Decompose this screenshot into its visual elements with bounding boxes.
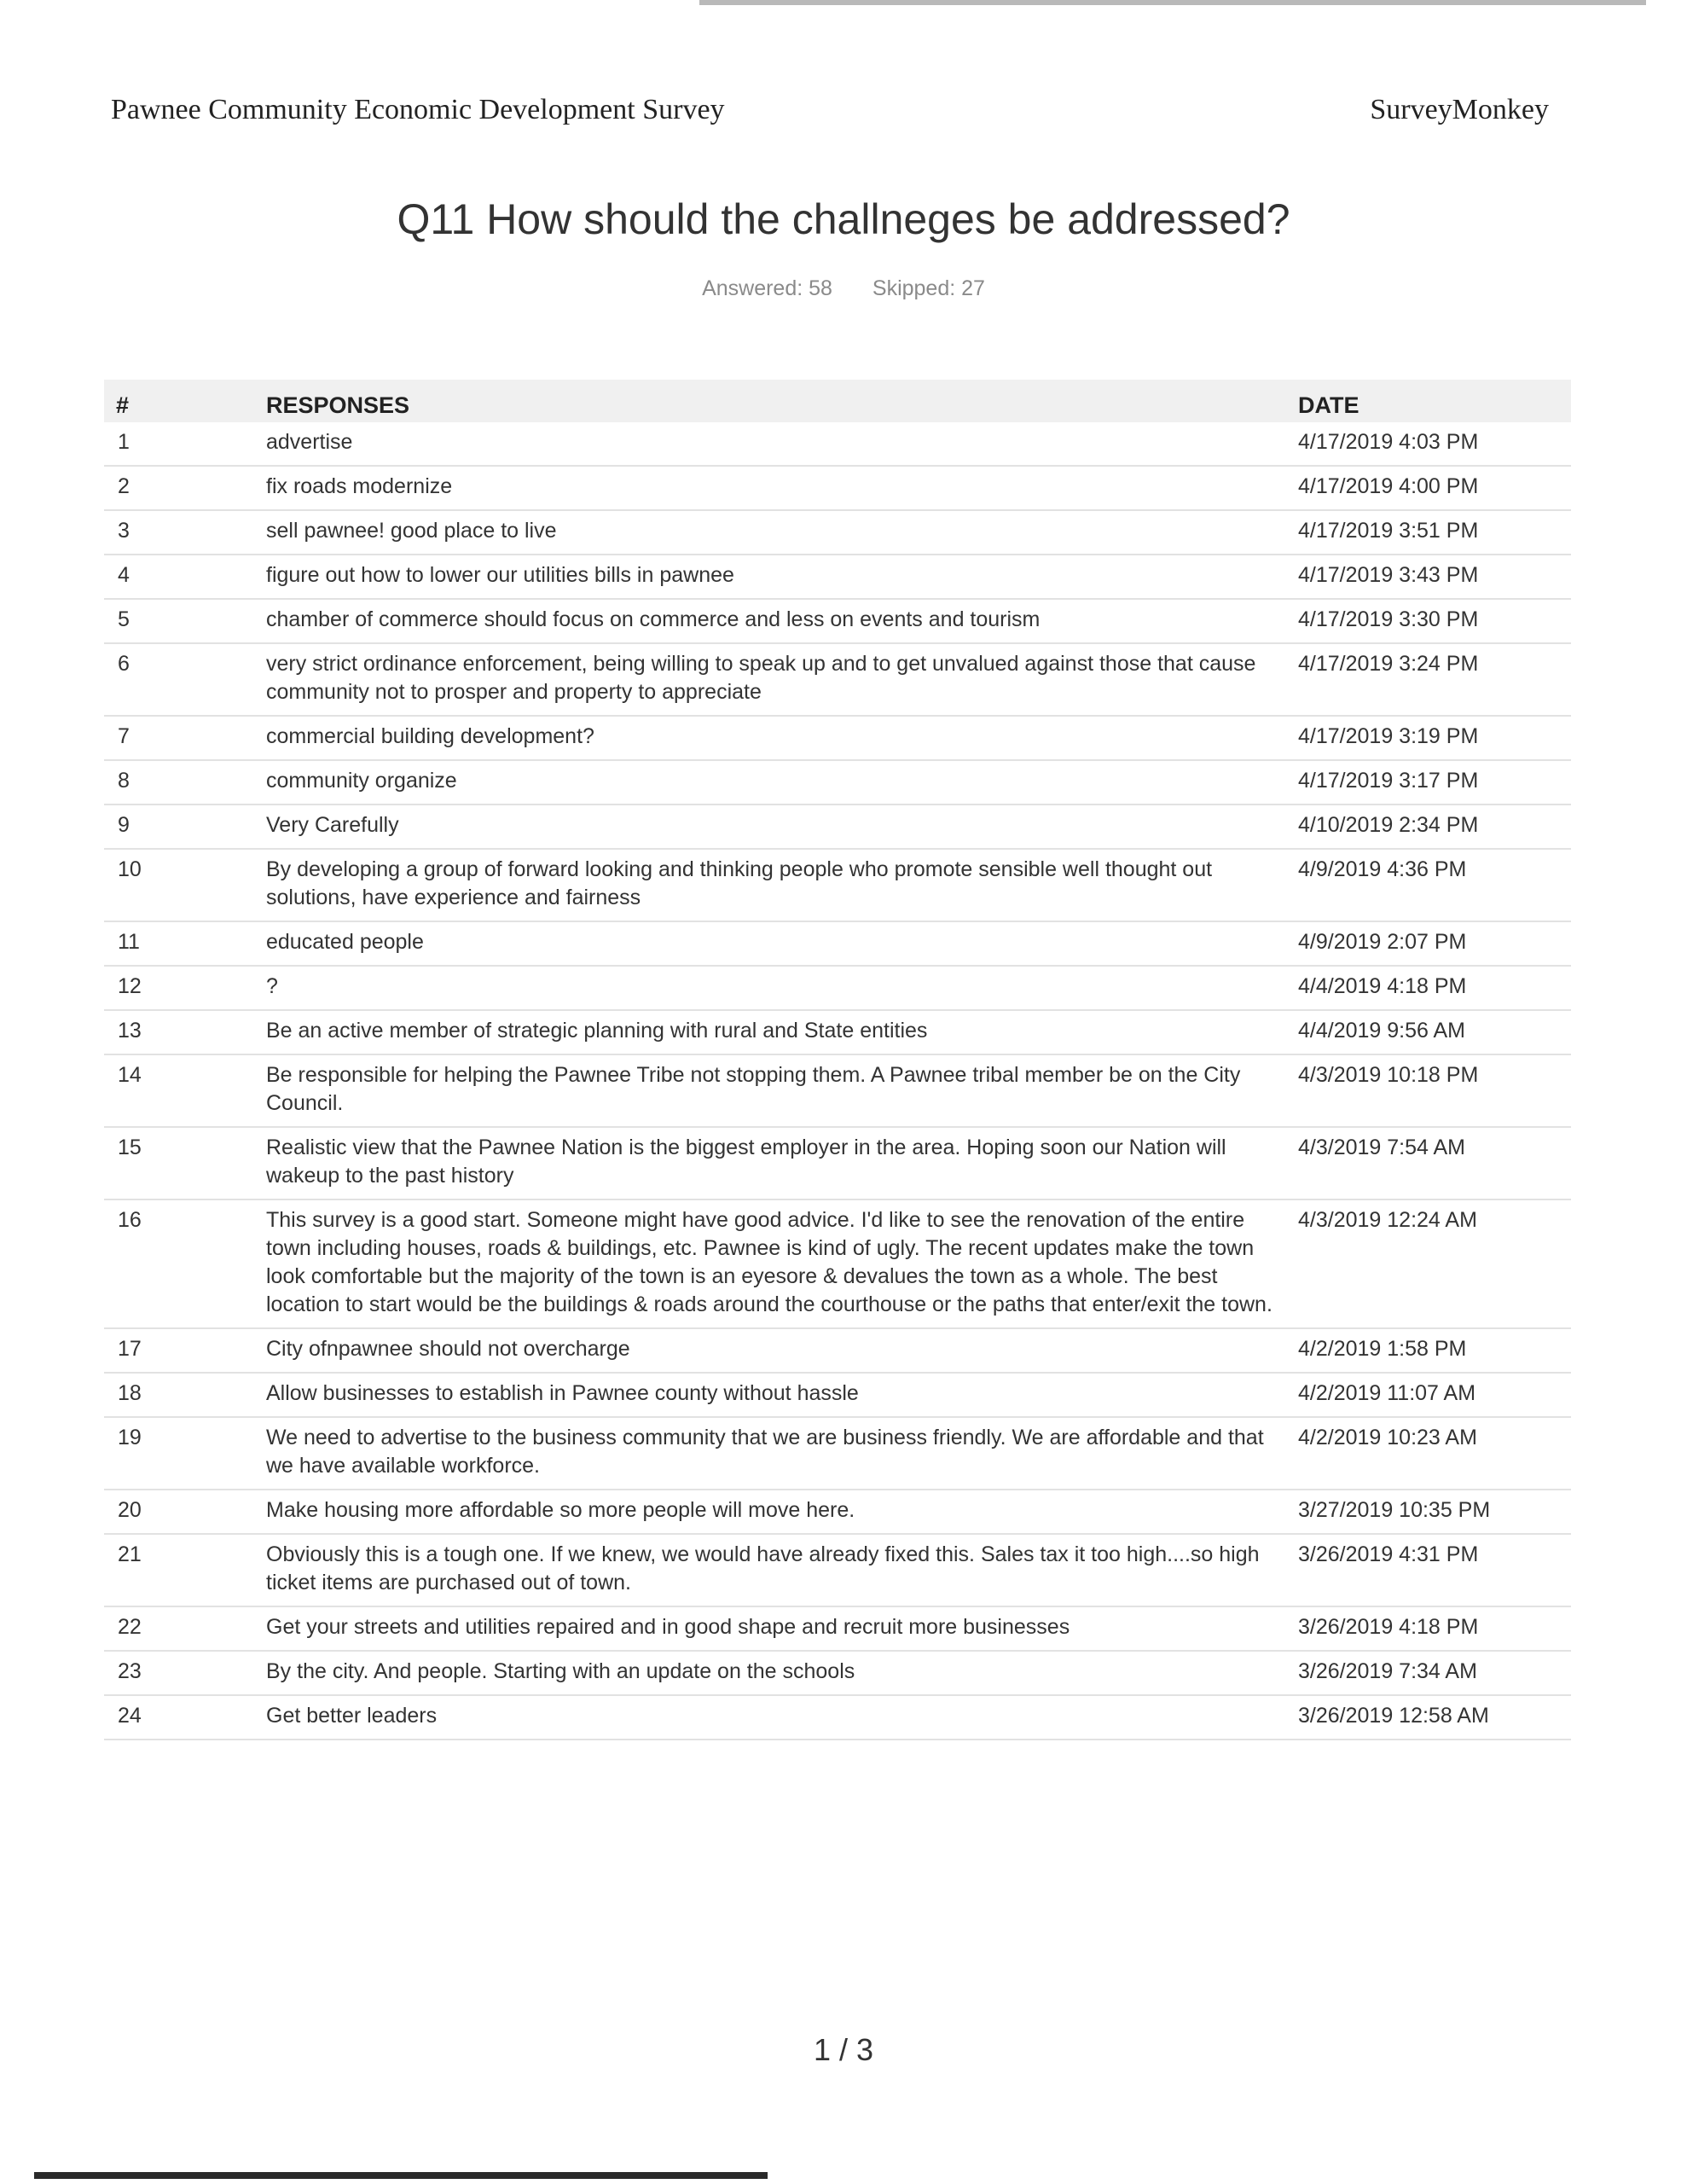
- response-number: 13: [118, 1019, 142, 1043]
- table-row: [104, 600, 1571, 644]
- response-date: 4/17/2019 3:19 PM: [1298, 724, 1479, 748]
- response-date: 4/2/2019 1:58 PM: [1298, 1337, 1467, 1361]
- scan-edge-top: [699, 0, 1646, 5]
- header-num: #: [116, 392, 130, 418]
- response-number: 20: [118, 1498, 142, 1522]
- response-text: fix roads modernize: [266, 474, 453, 498]
- response-text: Be responsible for helping the Pawnee Tribe not stopping them. A Pawnee tribal member be on the City Council.: [266, 1063, 1241, 1115]
- response-text: advertise: [266, 430, 353, 454]
- response-date: 3/26/2019 12:58 AM: [1298, 1704, 1489, 1728]
- response-text: Get better leaders: [266, 1704, 438, 1728]
- response-date: 4/10/2019 2:34 PM: [1298, 813, 1479, 837]
- response-text: community organize: [266, 769, 457, 793]
- table-row: [104, 1200, 1571, 1329]
- response-text: Very Carefully: [266, 813, 399, 837]
- table-row: [104, 1652, 1571, 1696]
- table-row: [104, 922, 1571, 967]
- response-date: 4/17/2019 3:51 PM: [1298, 519, 1479, 543]
- response-number: 9: [118, 813, 130, 837]
- response-date: 4/17/2019 3:43 PM: [1298, 563, 1479, 587]
- response-number: 3: [118, 519, 130, 543]
- response-date: 4/17/2019 3:24 PM: [1298, 652, 1479, 676]
- table-row: [104, 1535, 1571, 1607]
- response-number: 24: [118, 1704, 142, 1728]
- table-row: [104, 1418, 1571, 1490]
- response-text: City ofnpawnee should not overcharge: [266, 1337, 630, 1361]
- table-row: [104, 1490, 1571, 1535]
- response-number: 11: [118, 930, 140, 954]
- response-number: 22: [118, 1615, 142, 1639]
- response-date: 4/17/2019 3:30 PM: [1298, 607, 1479, 631]
- table-row: [104, 717, 1571, 761]
- response-date: 3/26/2019 7:34 AM: [1298, 1659, 1477, 1683]
- response-text: sell pawnee! good place to live: [266, 519, 557, 543]
- skipped-count: Skipped: 27: [872, 276, 985, 300]
- response-date: 4/3/2019 7:54 AM: [1298, 1136, 1465, 1159]
- responses-table: [104, 380, 1571, 1740]
- table-header: [104, 380, 1571, 422]
- response-text: Get your streets and utilities repaired and in good shape and recruit more businesses: [266, 1615, 1070, 1639]
- table-body: [104, 422, 1571, 1740]
- header-responses: RESPONSES: [266, 392, 410, 418]
- table-row: [104, 511, 1571, 555]
- response-number: 6: [118, 652, 130, 676]
- response-number: 12: [118, 974, 142, 998]
- table-row: [104, 422, 1571, 467]
- table-row: [104, 1055, 1571, 1128]
- page-number: 1 / 3: [813, 2032, 874, 2067]
- response-number: 23: [118, 1659, 142, 1683]
- response-date: 3/27/2019 10:35 PM: [1298, 1498, 1491, 1522]
- response-number: 15: [118, 1136, 142, 1159]
- response-stats: [0, 276, 1687, 301]
- response-text: This survey is a good start. Someone might have good advice. I'd like to see the renovation of the entire town including houses, roads & buildings, etc. Pawnee is kind of ugly. The recent updates make the town look comfortable but the majority of the town is an eyesore & devalues the town as a whole. The best location to start would be the buildings & roads around the courthouse or the paths that enter/exit the town.: [266, 1208, 1272, 1316]
- response-number: 4: [118, 563, 130, 587]
- table-row: [104, 1374, 1571, 1418]
- table-row: [104, 850, 1571, 922]
- table-row: [104, 805, 1571, 850]
- response-number: 5: [118, 607, 130, 631]
- response-number: 10: [118, 857, 142, 881]
- response-text: educated people: [266, 930, 424, 954]
- response-text: commercial building development?: [266, 724, 594, 748]
- header-date: DATE: [1298, 392, 1359, 418]
- response-text: very strict ordinance enforcement, being willing to speak up and to get unvalued against those that cause community not to prosper and property to appreciate: [266, 652, 1256, 704]
- response-date: 4/3/2019 10:18 PM: [1298, 1063, 1479, 1087]
- response-date: 4/9/2019 2:07 PM: [1298, 930, 1467, 954]
- response-text: figure out how to lower our utilities bills in pawnee: [266, 563, 734, 587]
- response-text: Realistic view that the Pawnee Nation is the biggest employer in the area. Hoping soon our Nation will wakeup to the past history: [266, 1136, 1226, 1188]
- response-date: 3/26/2019 4:18 PM: [1298, 1615, 1479, 1639]
- response-date: 4/17/2019 3:17 PM: [1298, 769, 1479, 793]
- table-row: [104, 1128, 1571, 1200]
- table-row: [104, 761, 1571, 805]
- response-text: We need to advertise to the business community that we are business friendly. We are affordable and that we have available workforce.: [266, 1426, 1264, 1478]
- answered-count: Answered: 58: [702, 276, 832, 300]
- response-number: 2: [118, 474, 130, 498]
- response-number: 7: [118, 724, 130, 748]
- response-text: By developing a group of forward looking and thinking people who promote sensible well thought out solutions, have experience and fairness: [266, 857, 1213, 909]
- question-title: Q11 How should the challneges be addressed?: [397, 195, 1290, 243]
- table-row: [104, 555, 1571, 600]
- table-row: [104, 644, 1571, 717]
- response-number: 21: [118, 1542, 142, 1566]
- response-date: 4/4/2019 4:18 PM: [1298, 974, 1467, 998]
- response-date: 4/17/2019 4:03 PM: [1298, 430, 1479, 454]
- table-row: [104, 467, 1571, 511]
- response-date: 4/17/2019 4:00 PM: [1298, 474, 1479, 498]
- response-number: 17: [118, 1337, 142, 1361]
- response-date: 4/2/2019 11:07 AM: [1298, 1381, 1476, 1405]
- response-date: 4/3/2019 12:24 AM: [1298, 1208, 1477, 1232]
- response-text: Be an active member of strategic planning with rural and State entities: [266, 1019, 928, 1043]
- response-text: chamber of commerce should focus on commerce and less on events and tourism: [266, 607, 1041, 631]
- brand-name: SurveyMonkey: [1370, 94, 1549, 125]
- response-number: 1: [118, 430, 130, 454]
- response-date: 4/9/2019 4:36 PM: [1298, 857, 1467, 881]
- table-row: [104, 1329, 1571, 1374]
- response-number: 8: [118, 769, 130, 793]
- table-row: [104, 1607, 1571, 1652]
- response-text: ?: [266, 974, 278, 998]
- survey-title: Pawnee Community Economic Development Survey: [111, 94, 725, 125]
- table-row: [104, 1011, 1571, 1055]
- response-number: 19: [118, 1426, 142, 1449]
- response-text: Obviously this is a tough one. If we knew, we would have already fixed this. Sales tax it too high....so high ticket items are purchased out of town.: [266, 1542, 1260, 1594]
- response-date: 4/2/2019 10:23 AM: [1298, 1426, 1477, 1449]
- response-number: 16: [118, 1208, 142, 1232]
- table-row: [104, 967, 1571, 1011]
- response-text: By the city. And people. Starting with an update on the schools: [266, 1659, 855, 1683]
- response-text: Make housing more affordable so more people will move here.: [266, 1498, 855, 1522]
- response-text: Allow businesses to establish in Pawnee county without hassle: [266, 1381, 859, 1405]
- response-number: 18: [118, 1381, 142, 1405]
- response-date: 4/4/2019 9:56 AM: [1298, 1019, 1465, 1043]
- response-number: 14: [118, 1063, 142, 1087]
- scan-edge-bottom: [34, 2172, 768, 2179]
- response-date: 3/26/2019 4:31 PM: [1298, 1542, 1479, 1566]
- table-row: [104, 1696, 1571, 1740]
